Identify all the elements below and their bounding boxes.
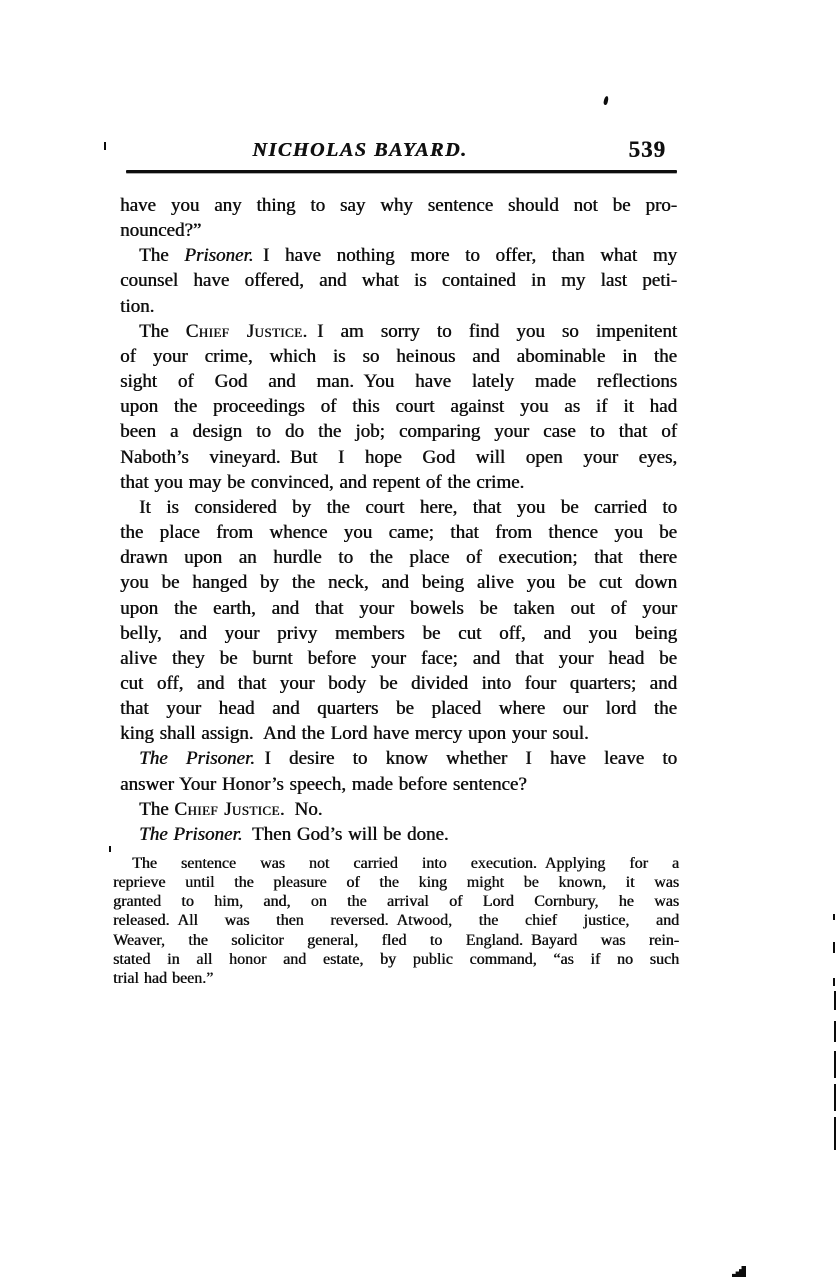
scan-mark-tick bbox=[833, 978, 835, 986]
text-line bbox=[120, 696, 677, 721]
body-text-segment: Weaver, the solicitor general, fled to England. Bayard was rein- bbox=[113, 931, 679, 949]
text-line bbox=[120, 495, 677, 520]
body-text-segment: The bbox=[139, 320, 186, 342]
text-line bbox=[120, 369, 677, 394]
body-text-segment: The bbox=[139, 245, 185, 267]
body-text-segment: have you any thing to say why sentence should not be pro- bbox=[120, 195, 677, 216]
text-line bbox=[120, 596, 677, 621]
text-line bbox=[113, 892, 679, 911]
body-text-segment: granted to him, and, on the arrival of Lord Cornbury, he was bbox=[113, 893, 679, 911]
text-line bbox=[120, 470, 677, 495]
scan-mark-tick bbox=[109, 846, 111, 852]
body-text-segment: I have nothing more to offer, than what my bbox=[253, 245, 677, 267]
text-line bbox=[120, 746, 677, 771]
body-text-segment: upon the earth, and that your bowels be taken out of your bbox=[120, 597, 677, 619]
body-text-segment: It is considered by the court here, that you be carried to bbox=[139, 496, 677, 518]
smallcaps-text: Chief Justice. bbox=[185, 320, 308, 342]
body-text-segment: stated in all honor and estate, by public command, “as if no such bbox=[113, 950, 679, 968]
text-line bbox=[113, 873, 679, 892]
text-line bbox=[113, 931, 679, 950]
text-line bbox=[120, 545, 677, 570]
scan-mark-quote bbox=[603, 96, 609, 106]
text-line bbox=[120, 520, 677, 545]
body-text-segment: been a design to do the job; comparing your case to that of bbox=[120, 421, 677, 443]
body-text-segment: you be hanged by the neck, and being alive you be cut down bbox=[120, 572, 677, 594]
text-line bbox=[120, 570, 677, 595]
text-line bbox=[120, 193, 677, 218]
body-text-segment: reprieve until the pleasure of the king might be known, it was bbox=[113, 874, 679, 892]
smallcaps-text: Chief Justice. bbox=[174, 798, 285, 820]
text-line bbox=[120, 243, 677, 268]
body-text-segment: released. All was then reversed. Atwood, the chief justice, and bbox=[113, 912, 679, 930]
text-line bbox=[120, 671, 677, 696]
body-text-segment: I desire to know whether I have leave to bbox=[254, 748, 677, 770]
text-line bbox=[120, 721, 677, 746]
text-line bbox=[113, 911, 679, 930]
text-line bbox=[120, 394, 677, 419]
body-text-segment: counsel have offered, and what is contained in my last peti- bbox=[120, 270, 677, 292]
body-text-segment: No. bbox=[284, 798, 323, 820]
header-rule bbox=[126, 170, 677, 173]
scan-mark-tick bbox=[104, 142, 106, 150]
text-line bbox=[120, 419, 677, 444]
body-text-segment: trial had been.” bbox=[113, 969, 214, 987]
scan-mark-blob bbox=[732, 1266, 746, 1277]
scan-mark-tick bbox=[833, 942, 835, 953]
body-text-segment: upon the proceedings of this court against you as if it had bbox=[120, 396, 677, 418]
text-line bbox=[120, 646, 677, 671]
body-text-segment: belly, and your privy members be cut off, and you being bbox=[120, 622, 677, 644]
italic-text: The Prisoner. bbox=[139, 823, 243, 845]
text-line bbox=[120, 319, 677, 344]
text-line bbox=[120, 268, 677, 293]
text-line bbox=[120, 621, 677, 646]
text-line bbox=[120, 218, 677, 243]
running-title: NICHOLAS BAYARD. bbox=[252, 139, 468, 161]
body-text-segment: king shall assign. And the Lord have mercy upon your soul. bbox=[120, 723, 589, 745]
italic-text: Prisoner. bbox=[184, 245, 254, 267]
text-line bbox=[113, 854, 679, 873]
body-text-segment: of your crime, which is so heinous and abominable in the bbox=[120, 345, 677, 367]
body-text bbox=[120, 193, 677, 847]
text-line bbox=[120, 344, 677, 369]
text-line bbox=[120, 797, 677, 822]
body-text-segment: that your head and quarters be placed where our lord the bbox=[120, 698, 677, 720]
text-line bbox=[120, 294, 677, 319]
page-number: 539 bbox=[628, 137, 666, 162]
body-text-segment: drawn upon an hurdle to the place of execution; that there bbox=[120, 547, 677, 569]
text-line bbox=[113, 950, 679, 969]
body-text-segment: Then God’s will be done. bbox=[242, 823, 449, 845]
footnote-text bbox=[113, 854, 679, 988]
text-line bbox=[120, 772, 677, 797]
body-text-segment: sight of God and man. You have lately made reflections bbox=[120, 371, 677, 393]
body-text-segment: The bbox=[139, 798, 175, 820]
text-line bbox=[120, 445, 677, 470]
scan-mark-tick bbox=[833, 914, 835, 920]
body-text-segment: I am sorry to find you so impenitent bbox=[307, 320, 677, 342]
body-text-segment: Naboth’s vineyard. But I hope God will open your eyes, bbox=[120, 446, 677, 468]
text-line bbox=[120, 822, 677, 847]
body-text-segment: The sentence was not carried into execution. Applying for a bbox=[132, 855, 679, 872]
body-text-segment: answer Your Honor’s speech, made before sentence? bbox=[120, 773, 527, 795]
text-line bbox=[113, 969, 679, 988]
body-text-segment: cut off, and that your body be divided into four quarters; and bbox=[120, 672, 677, 694]
italic-text: The Prisoner. bbox=[139, 748, 255, 770]
body-text-segment: tion. bbox=[120, 295, 155, 317]
body-text-segment: the place from whence you came; that from thence you be bbox=[120, 522, 677, 544]
body-text-segment: alive they be burnt before your face; and that your head be bbox=[120, 647, 677, 669]
body-text-segment: that you may be convinced, and repent of the crime. bbox=[120, 471, 525, 493]
body-text-segment: nounced?” bbox=[120, 220, 202, 242]
